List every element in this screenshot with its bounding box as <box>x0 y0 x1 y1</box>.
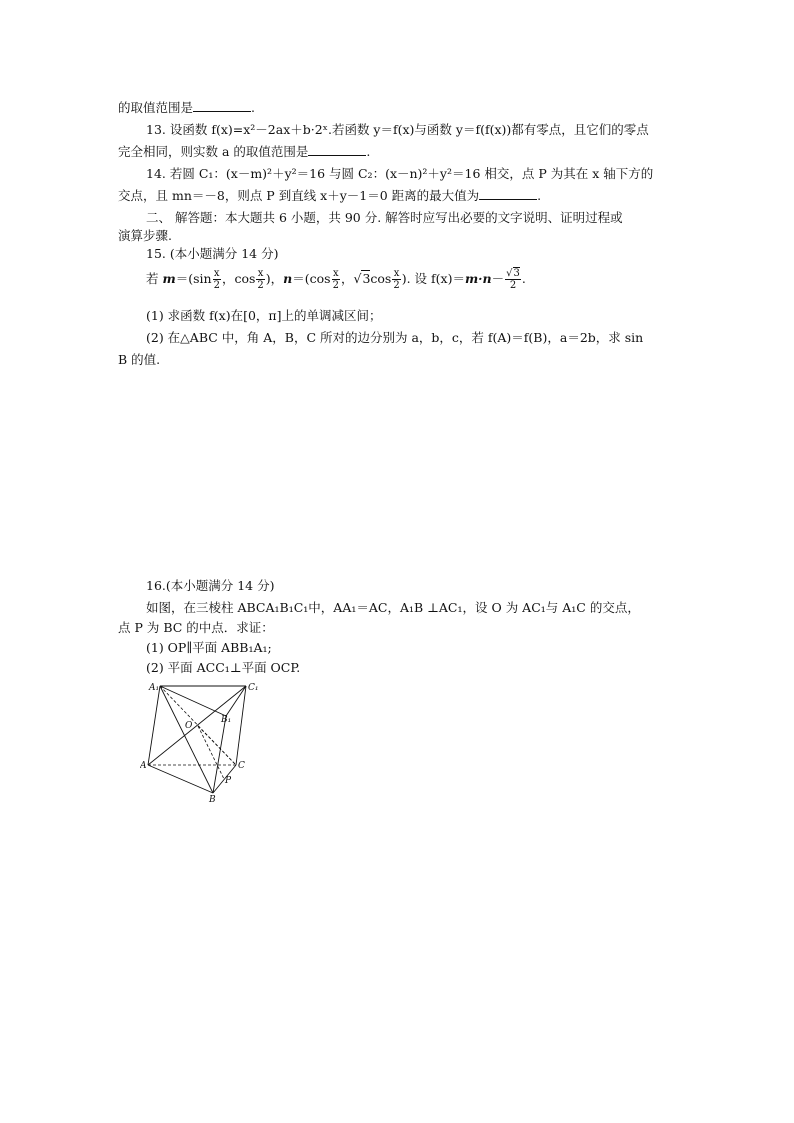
edge-c1c <box>236 686 246 765</box>
q15-sep1: ，cos <box>221 271 256 286</box>
q15-eq2: ＝(cos <box>292 271 331 286</box>
edge-a1a <box>148 686 160 765</box>
frac-num-sqrt3: √3 <box>506 268 520 279</box>
q16-part2: (2) 平面 ACC₁⊥平面 OCP. <box>146 660 301 675</box>
frac-num: x <box>393 268 400 279</box>
q15-intro: 若 <box>146 271 163 286</box>
q16-line1: 如图，在三棱柱 ABCA₁B₁C₁中，AA₁＝AC，A₁B ⊥AC₁，设 O 为 AC₁与 A₁C 的交点， <box>146 600 640 615</box>
q15-close1: )， <box>265 271 284 286</box>
sqrt-sign: √ <box>353 271 362 286</box>
q15-part2-line2: B 的值. <box>118 352 161 367</box>
vector-m: m <box>162 271 176 286</box>
segment-ac1 <box>148 686 246 765</box>
q13-line2-text: 完全相同，则实数 a 的取值范围是 <box>118 144 309 159</box>
q13-line2 <box>118 144 370 160</box>
answer-blank-q13[interactable] <box>308 144 366 156</box>
hidden-segment-oc <box>198 726 236 765</box>
label-p: P <box>225 776 232 786</box>
q15-sep2: ， <box>340 271 354 286</box>
minus-sign: － <box>491 271 505 286</box>
answer-blank-q14[interactable] <box>479 188 537 200</box>
q16-part1: (1) OP∥平面 ABB₁A₁; <box>146 640 272 655</box>
sqrt-3: 3 <box>362 271 371 286</box>
q15-part2-line1: (2) 在△ABC 中，角 A，B，C 所对的边分别为 a，b，c，若 f(A)＝f(B)，a＝2b，求 sin <box>146 330 644 345</box>
label-b1: B₁ <box>221 715 232 725</box>
sqrt3-num: 3 <box>513 268 520 279</box>
q15-header: 15. (本小题满分 14 分) <box>146 246 279 261</box>
frac-sqrt3-over-2 <box>505 268 521 291</box>
edge-a1b1 <box>160 686 226 716</box>
frac-num: x <box>257 268 264 279</box>
frac-x-over-2-d <box>392 268 400 291</box>
frac-num: x <box>213 268 220 279</box>
frac-x-over-2-b <box>256 268 264 291</box>
frac-den: 2 <box>509 280 517 291</box>
q13-end: . <box>366 144 371 159</box>
q15-close2: ). 设 f(x)＝ <box>401 271 465 286</box>
frac-den: 2 <box>213 280 220 291</box>
frac-num: x <box>332 268 339 279</box>
q16-line2: 点 P 为 BC 的中点．求证： <box>118 620 274 635</box>
q13-line1: 13. 设函数 f(x)=x²－2ax＋b·2ˣ.若函数 y＝f(x)与函数 y＝f(f(x))都有零点，且它们的零点 <box>146 122 649 137</box>
q14-end: . <box>537 188 542 203</box>
q15-vector-line <box>146 268 526 291</box>
frac-den: 2 <box>393 280 400 291</box>
frac-x-over-2-c <box>332 268 340 291</box>
section2-line2: 演算步骤. <box>118 228 172 243</box>
vector-n: n <box>283 271 293 286</box>
label-o: O <box>185 721 193 731</box>
q15-part1: (1) 求函数 f(x)在[0，π]上的单调减区间； <box>146 308 382 323</box>
q14-line2 <box>118 188 541 204</box>
frac-x-over-2-a <box>213 268 221 291</box>
q12-tail-line <box>118 100 255 116</box>
q14-line1: 14. 若圆 C₁：(x－m)²＋y²＝16 与圆 C₂：(x－n)²＋y²＝16 相交，点 P 为其在 x 轴下方的 <box>146 166 654 181</box>
label-b: B <box>209 795 216 804</box>
q16-header: 16.(本小题满分 14 分) <box>146 578 275 593</box>
frac-den: 2 <box>257 280 264 291</box>
section2-line1: 二、 解答题：本大题共 6 小题，共 90 分. 解答时应写出必要的文字说明、证明过程或 <box>146 210 623 225</box>
q15-period: . <box>521 271 526 286</box>
q15-eq1: ＝(sin <box>175 271 212 286</box>
edge-ab <box>148 765 213 793</box>
q14-line2-text: 交点，且 mn＝－8，则点 P 到直线 x＋y－1＝0 距离的最大值为 <box>118 188 480 203</box>
dot-product-mn: m·n <box>464 271 492 286</box>
label-c: C <box>238 761 245 771</box>
cos-word: cos <box>370 271 392 286</box>
triangular-prism-figure <box>140 676 275 804</box>
label-a: A <box>140 761 147 771</box>
q12-tail-end: . <box>251 100 255 115</box>
label-a1: A₁ <box>149 683 160 693</box>
frac-den: 2 <box>332 280 339 291</box>
answer-blank-q12[interactable] <box>193 100 251 112</box>
label-c1: C₁ <box>248 683 259 693</box>
q12-tail-text: 的取值范围是 <box>118 100 194 115</box>
